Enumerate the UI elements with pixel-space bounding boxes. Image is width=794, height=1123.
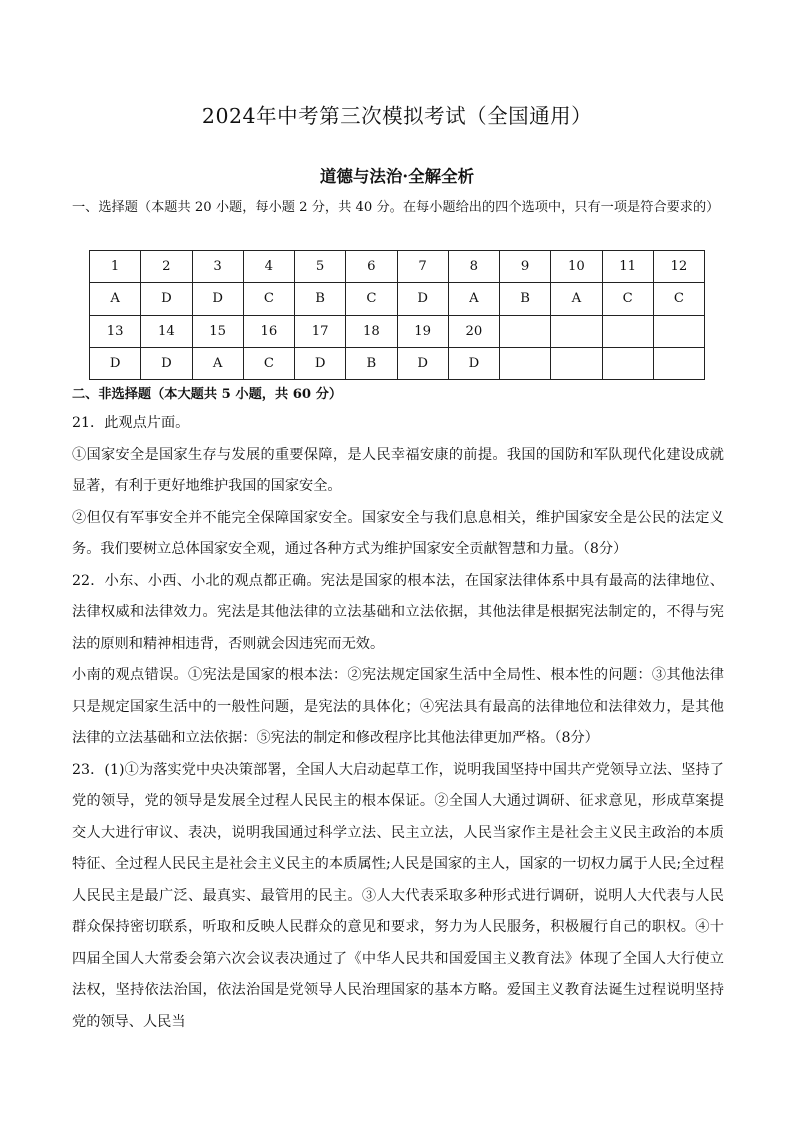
table-row: [90, 347, 705, 379]
table-cell: D: [397, 283, 448, 315]
paragraph: ①国家安全是国家生存与发展的重要保障，是人民幸福安康的前提。我国的国防和军队现代化建设成就显著，有利于更好地维护我国的国家安全。: [72, 446, 724, 494]
answer-table: [89, 250, 705, 380]
table-cell: C: [653, 283, 704, 315]
table-cell: 12: [653, 251, 704, 283]
table-cell: [500, 315, 551, 347]
table-cell: C: [243, 283, 294, 315]
table-cell: 2: [141, 251, 192, 283]
table-cell: 5: [295, 251, 346, 283]
table-cell: 20: [448, 315, 499, 347]
table-cell: [500, 347, 551, 379]
table-cell: B: [500, 283, 551, 315]
table-cell: 3: [192, 251, 243, 283]
paragraph: 小南的观点错误。①宪法是国家的根本法：②宪法规定国家生活中全局性、根本性的问题：③其他法律只是规定国家生活中的一般性问题，是宪法的具体化；④宪法具有最高的法律地位和法律效力，是其他法律的立法基础和立法依据：⑤宪法的制定和修改程序比其他法律更加严格。（8分）: [72, 667, 724, 746]
table-cell: A: [448, 283, 499, 315]
table-cell: 9: [500, 251, 551, 283]
table-cell: [602, 315, 653, 347]
table-cell: C: [346, 283, 397, 315]
table-cell: 17: [295, 315, 346, 347]
table-cell: C: [243, 347, 294, 379]
table-cell: 7: [397, 251, 448, 283]
table-cell: 11: [602, 251, 653, 283]
table-row: [90, 283, 705, 315]
table-cell: 1: [90, 251, 141, 283]
table-cell: [602, 347, 653, 379]
table-cell: D: [90, 347, 141, 379]
table-cell: 10: [551, 251, 602, 283]
page-title: 2024年中考第三次模拟考试（全国通用）: [201, 104, 593, 128]
table-cell: D: [397, 347, 448, 379]
table-cell: B: [295, 283, 346, 315]
paragraph: 22．小东、小西、小北的观点都正确。宪法是国家的根本法，在国家法律体系中具有最高的法律地位、法律权威和法律效力。宪法是其他法律的立法基础和立法依据，其他法律是根据宪法制定的，不得与宪法的原则和精神相违背，否则就会因违宪而无效。: [72, 572, 724, 652]
table-cell: 19: [397, 315, 448, 347]
table-cell: [551, 315, 602, 347]
paragraph: 23．(1)①为落实党中央决策部署，全国人大启动起草工作，说明我国坚持中国共产党领导立法、坚持了党的领导，党的领导是发展全过程人民民主的根本保证。②全国人大通过调研、征求意见，形成草案提交人大进行审议、表决，说明我国通过科学立法、民主立法，人民当家作主是社会主义民主政治的本质特征、全过程人民民主是社会主义民主的本质属性;人民是国家的主人，国家的一切权力属于人民;全过程人民民主是最广泛、最真实、最管用的民主。③人大代表采取多种形式进行调研，说明人大代表与人民群众保持密切联系，听取和反映人民群众的意见和要求，努力为人民服务，积极履行自己的职权。④十四届全国人大常委会第六次会议表决通过了《中华人民共和国爱国主义教育法》体现了全国人大行使立法权，坚持依法治国，依法治国是党领导人民治理国家的基本方略。爱国主义教育法诞生过程说明坚持党的领导、人民当: [72, 761, 724, 1030]
table-row: [90, 315, 705, 347]
table-cell: B: [346, 347, 397, 379]
table-cell: D: [141, 283, 192, 315]
table-cell: 6: [346, 251, 397, 283]
table-cell: 13: [90, 315, 141, 347]
answer-body: [72, 408, 724, 1038]
table-cell: 14: [141, 315, 192, 347]
table-cell: D: [295, 347, 346, 379]
paragraph: ②但仅有军事安全并不能完全保障国家安全。国家安全与我们息息相关，维护国家安全是公民的法定义务。我们要树立总体国家安全观，通过各种方式为维护国家安全贡献智慧和力量。（8分）: [72, 509, 724, 557]
table-cell: D: [192, 283, 243, 315]
table-cell: 4: [243, 251, 294, 283]
table-cell: [653, 347, 704, 379]
table-cell: [653, 315, 704, 347]
table-cell: D: [141, 347, 192, 379]
table-cell: 18: [346, 315, 397, 347]
table-cell: A: [551, 283, 602, 315]
table-cell: 16: [243, 315, 294, 347]
table-cell: 8: [448, 251, 499, 283]
paragraph: 21．此观点片面。: [72, 415, 190, 431]
section2-heading: 二、非选择题（本大题共 5 小题，共 60 分）: [72, 387, 343, 402]
table-row: [90, 251, 705, 283]
section1-heading: 一、选择题（本题共 20 小题，每小题 2 分，共 40 分。在每小题给出的四个选项中，只有一项是符合要求的）: [72, 200, 720, 215]
table-cell: C: [602, 283, 653, 315]
table-cell: A: [90, 283, 141, 315]
table-cell: [551, 347, 602, 379]
table-cell: 15: [192, 315, 243, 347]
page-subtitle: 道德与法治·全解全析: [319, 167, 475, 186]
table-cell: A: [192, 347, 243, 379]
table-cell: D: [448, 347, 499, 379]
